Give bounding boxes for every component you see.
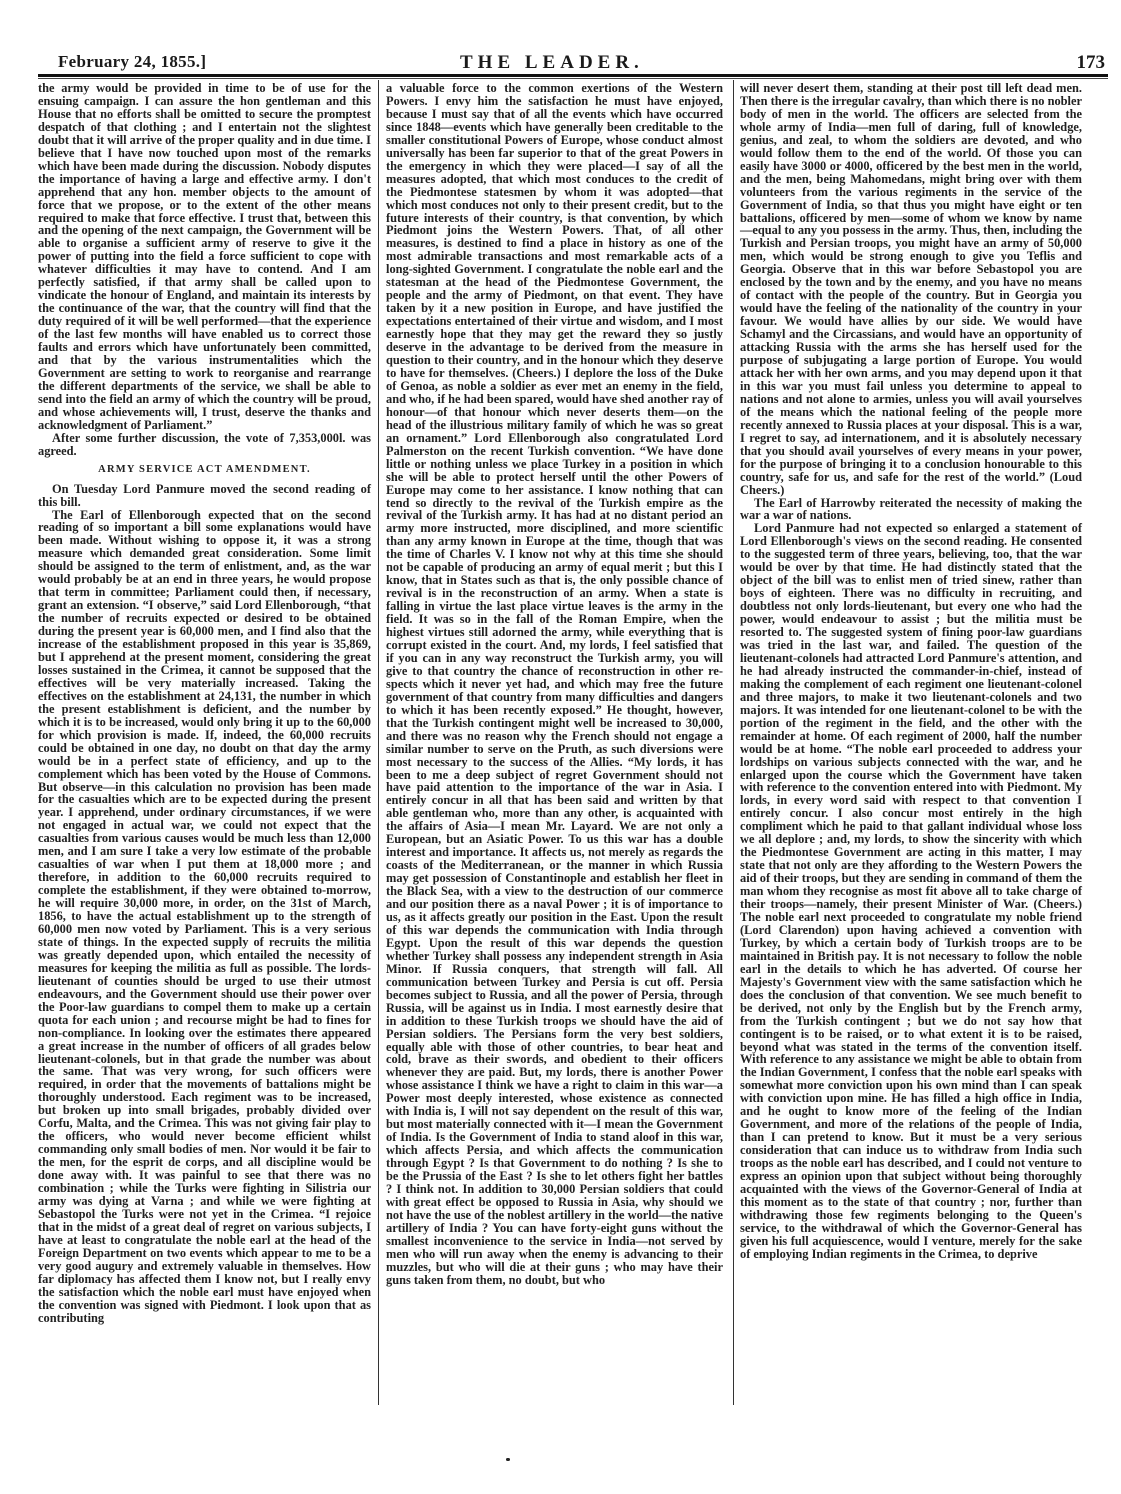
paragraph: The Earl of Harrowby reiterated the necessity of making the war a war of nations. [740,495,1082,523]
paragraph: will never desert them, standing at their post till left dead men. Then there is the irregular cavalry, than which there is no nobler body of men in the world. The officers are selected from the whole army of India—men full of daring, full of knowledge, genius, and zeal, to whom the soldiers are devoted, and who would follow them to the end of the world. Of those you can easily have 3000 or 4000, officered by the best men in the world, and the men, being Mahomedans, might bring over with them volunteers from the various regiments in the service of the Government of India, so that thus you might have eight or ten battalions, officered by men—some of whom we know by name—equal to any you possess in the army. Thus, then, including the Turkish and Persian troops, you might have an army of 50,000 men, which would be strong enough to give you Teflis and Georgia. Observe that in this war before Sebastopol you are enclosed by the town and by the enemy, and you have no means of contact with the people of the country. But in Georgia you would have the feeling of the nationality of the country in your favour. We would have allies by our side. We would have Schamyl and the Circassians, and would have an opportunity of attacking Russia with the arms she has herself used for the purpose of subjugating a large portion of Europe. You would attack her with her own arms, and you may depend upon it that in this war you must fail unless you determine to appeal to nations and not alone to armies, unless you will avail yourselves of the means which the national feeling of the people more recently annexed to Russia places at your disposal. This is a war, I regret to say, ad internationem, and it is absolutely necessary that you should avail yourselves of every means in your power, for the purpose of bringing it to a conclusion honourable to this country, safe for us, and safe for the rest of the world.” (Loud Cheers.) [740,81,1082,497]
section-heading: ARMY SERVICE ACT AMENDMENT. [98,463,311,475]
print-speck [506,1458,510,1461]
column-divider [733,80,734,1405]
paragraph: On Tuesday Lord Panmure moved the second reading of this bill. [38,481,371,509]
paragraph: The Earl of Ellenborough expected that on the second reading of so important a bill some explanations would have been made. Without wishing to oppose it, it was a strong measure which demanded great consideration. Some limit should be assigned to the term of enlistment, and, as the war would probably be at an end in three years, he would propose that term in committee; Parliament could then, if necessary, grant an extension. “I observe,” said Lord Ellenborough, “that the number of recruits expected or desired to be obtained during the present year is 60,000 men, and I find also that the increase of the establishment proposed in this year is 35,869, but I apprehend at the present moment, considering the great losses sustained in the Crimea, it cannot be supposed that the effectives will be very materially increased. Taking the effectives on the establishment at 24,131, the number in which the present establishment is deficient, and the number by which it is to be increased, would only bring it up to the 60,000 for which provision is made. If, indeed, the 60,000 recruits could be obtained in one day, no doubt on that day the army would be in a perfect state of efficiency, and up to the complement which has been voted by the House of Commons. But observe—in this calculation no provision has been made for the casualties which are to be expected during the present year. I apprehend, under ordinary circumstances, if we were not engaged in actual war, we could not expect that the casualties from various causes would be much less than 12,000 men, and I am sure I take a very low estimate of the probable casualties of war when I put them at 18,000 more ; and therefore, in addition to the 60,000 recruits required to complete the establishment, if they were obtained to-morrow, he will require 30,000 more, in order, on the 31st of March, 1856, to have the actual establishment up to the strength of 60,000 men now voted by Parliament. This is a very serious state of things. In the expected supply of recruits the militia was greatly depended upon, which entailed the necessity of measures for keeping the militia as full as possible. The lords-lieutenant of counties should be urged to use their utmost endeavours, and the Government should use their power over the Poor-law guardians to compel them to make up a certain quota for each union ; and recourse might be had to fines for non-compliance. In looking over the estimates there appeared a great increase in the number of officers of all grades below lieutenant-colonels, but in that grade the number was about the same. That was very wrong, for such officers were required, in order that the movements of battalions might be thoroughly understood. Each regiment was to be increased, but broken up into small brigades, probably divided over Corfu, Malta, and the Crimea. This was not giving fair play to the officers, who would never become efficient whilst commanding only small bodies of men. Nor would it be fair to the men, for the esprit de corps, and all discipline would be done away with. It was painful to see that there was no combination ; while the Turks were fighting in Silistria our army was dying at Varna ; and while we were fighting at Sebastopol the Turks were not yet in the Crimea. “I rejoice that in the midst of a great deal of regret on various subjects, I have at least to congratulate the noble earl at the head of the Foreign Department on two events which appear to me to be a very good augury and extremely valuable in themselves. How far diplomacy has affected them I know not, but I really envy the satisfaction which the noble earl must have enjoyed when the convention was signed with Piedmont. I look upon that as contributing [38,507,371,1325]
column-divider [378,80,379,1405]
issue-date: February 24, 1855.] [58,52,207,71]
page-number: 173 [1076,52,1105,73]
paragraph: Lord Panmure had not expected so enlarged a statement of Lord Ellenborough's views on the second reading. He consented to the suggested term of three years, believing, too, that the war would be over by that time. He had distinctly stated that the object of the bill was to enlist men of tried sinew, rather than boys of eighteen. There was no difficulty in recruiting, and doubtless not only lords-lieutenant, but every one who had the power, would endeavour to assist ; but the militia must be resorted to. The suggested system of fining poor-law guardians was tried in the last war, and failed. The question of the lieutenant-colonels had attracted Lord Panmure's attention, and he had already instructed the commander-in-chief, instead of making the complement of each regiment one lieutenant-colonel and three majors, to make it two lieutenant-colonels and two majors. It was intended for one lieutenant-colonel to be with the portion of the regiment in the field, and the other with the remainder at home. Of each regiment of 2000, half the number would be at home. “The noble earl proceeded to address your lordships on various subjects connected with the war, and he enlarged upon the course which the Government have taken with reference to the convention entered into with Piedmont. My lords, in every word said with respect to that convention I entirely concur. I also concur most entirely in the high compliment which he paid to that gallant individual whose loss we all deplore ; and, my lords, to show the sincerity with which the Piedmontese Government are acting in this matter, I may state that not only are they affording to the Western Powers the aid of their troops, but they are sending in command of them the man whom they recognise as most fit above all to take charge of their troops—namely, their present Minister of War. (Cheers.) The noble earl next proceeded to congratulate my noble friend (Lord Clarendon) upon having achieved a convention with Turkey, by which a certain body of Turkish troops are to be maintained in British pay. It is not necessary to follow the noble earl in the details to which he has adverted. Of course her Majesty's Government view with the same satisfaction which he does the conclusion of that convention. We see much benefit to be derived, not only by the English but by the French army, from the Turkish contingent ; but we do not say how that contingent is to be raised, or to what extent it is to be raised, beyond what was stated in the terms of the convention itself. With reference to any assistance we might be able to obtain from the Indian Government, I confess that the noble earl speaks with somewhat more conviction upon his own mind than I can speak with conviction upon mine. He has filled a high office in India, and he ought to know more of the feeling of the Indian Government, and more of the relations of the people of India, than I can pretend to know. But it must be a very serious consideration that can induce us to withdraw from India such troops as the noble earl has described, and I could not venture to express an opinion upon that subject without being thoroughly acquainted with the views of the Governor-General of India at this moment as to the state of that country ; nor, further than withdrawing those few regiments belonging to the Queen's service, to the withdrawal of which the Governor-General has given his full acquiescence, would I venture, merely for the sake of employing Indian regiments in the Crimea, to deprive [740,521,1082,1261]
masthead-rule [38,74,1108,79]
paragraph: a valuable force to the common exertions of the Western Powers. I envy him the satisfaction he must have enjoyed, because I must say that of all the events which have occurred since 1848—events which have generally been creditable to the smaller constitutional Powers of Europe, whose conduct almost universally has been far superior to that of the great Powers in the emergency in which they were placed—I say of all the measures adopted, that which most conduces to the credit of the Piedmontese statesmen by whom it was adopted—that which most conduces not only to their present credit, but to the future interests of their country, is that convention, by which Piedmont joins the Western Powers. That, of all other measures, is destined to find a place in history as one of the most admirable transactions and most remarkable acts of a long-sighted Government. I congratulate the noble earl and the statesman at the head of the Piedmontese Government, the people and the army of Piedmont, on that event. They have taken by it a new position in Europe, and have justified the expectations entertained of their virtue and wisdom, and I most earnestly hope that they may get the reward they so justly deserve in the advantage to be derived from the measure in question to their country, and in the honour which they deserve to have for themselves. (Cheers.) I deplore the loss of the Duke of Genoa, as noble a soldier as ever met an enemy in the field, and who, if he had been spared, would have shed another ray of honour—of that honour which never deserts them—on the head of the illustrious military family of which he was so great an ornament.” Lord Ellenborough also congratulated Lord Palmerston on the recent Turkish convention. “We have done little or nothing unless we place Turkey in a position in which she will be able to protect herself until the other Powers of Europe may come to her assistance. I know nothing that can tend so directly to the revival of the Turkish empire as the revival of the Turkish army. It has had at no distant period an army more instructed, more disciplined, and more scientific than any army known in Europe at the time, though that was the time of Charles V. I know not why at this time she should not be capable of producing an army of equal merit ; but this I know, that in States such as that is, the only possible chance of revival is in the reconstruction of an army. When a state is falling in virtue the last place virtue leaves is the army in the field. It was so in the fall of the Roman Empire, when the highest virtues still adorned the army, while everything that is corrupt existed in the court. And, my lords, I feel satisfied that if you can in any way reconstruct the Turkish army, you will give to that country the chance of reconstruction in other respects which it never yet had, and which may free the future government of that country from many difficulties and dangers to which it has been recently exposed.” He thought, however, that the Turkish contingent might well be increased to 30,000, and there was no reason why the French should not engage a similar number to serve on the Pruth, as such diversions were most necessary to the success of the Allies. “My lords, it has been to me a deep subject of regret Government should not have paid attention to the importance of the war in Asia. I entirely concur in all that has been said and written by that able gentleman who, more than any other, is acquainted with the affairs of Asia—I mean Mr. Layard. We are not only a European, but an Asiatic Power. To us this war has a double interest and importance. It affects us, not merely as regards the coasts of the Mediterranean, or the manner in which Russia may get possession of Constantinople and establish her fleet in the Black Sea, with a view to the destruction of our commerce and our position there as a naval Power ; it is of importance to us, as it affects greatly our position in the East. Upon the result of this war depends the communication with India through Egypt. Upon the result of this war depends the question whether Turkey shall possess any independent strength in Asia Minor. If Russia conquers, that strength will fall. All communication between Turkey and Persia is cut off. Persia becomes subject to Russia, and all the power of Persia, through Russia, will be against us in India. I most earnestly desire that in addition to these Turkish troops we should have the aid of Persian soldiers. The Persians form the very best soldiers, equally able with those of other countries, to bear heat and cold, brave as their swords, and obedient to their officers whenever they are paid. But, my lords, there is another Power whose assistance I think we have a right to claim in this war—a Power most deeply interested, whose existence as connected with India is, I will not say dependent on the result of this war, but most materially connected with it—I mean the Government of India. Is the Government of India to stand aloof in this war, which affects Persia, and which affects the communication through Egypt ? Is that Government to do nothing ? Is she to be the Prussia of the East ? Is she to let others fight her battles ? I think not. In addition to 30,000 Persian soldiers that could with great effect be opposed to Russia in Asia, why should we not have the use of the noblest artillery in the world—the native artillery of India ? You can have forty-eight guns without the smallest inconvenience to the service in India—not served by men who will run away when the enemy is advancing to their muzzles, but who will die at their guns ; who may have their guns taken from them, no doubt, but who [386,81,723,1287]
article-column-2 [386,82,723,1287]
article-column-3 [740,82,1082,1261]
newspaper-title: THE LEADER. [460,52,644,73]
paragraph: the army would be provided in time to be of use for the ensuing campaign. I can assure the hon gentleman and this House that no efforts shall be omitted to secure the promptest despatch of that clothing ; and I entertain not the slightest doubt that it will arrive of the proper quality and in due time. I believe that I have now touched upon most of the remarks which have been made during the discussion. Nobody disputes the importance of having a large and effective army. I don't apprehend that any hon. member objects to the amount of force that we propose, or to the extent of the other means required to make that force effective. I trust that, between this and the opening of the next campaign, the Government will be able to organise a sufficient army of reserve to give it the power of putting into the field a force sufficient to cope with whatever difficulties it may have to contend. And I am perfectly satisfied, if that army shall be called upon to vindicate the honour of England, and maintain its interests by the continuance of the war, that the country will find that the duty required of it will be well performed—that the experience of the last few months will have enabled us to correct those faults and errors which have unfortunately been committed, and that by the various instrumentalities which the Government are setting to work to reorganise and rearrange the different departments of the service, we shall be able to send into the field an army of which the country will be proud, and whose achievements will, I trust, deserve the thanks and acknowledgment of Parliament.” [38,81,371,432]
article-column-1 [38,82,371,1325]
paragraph: After some further discussion, the vote of 7,353,000l. was agreed. [38,430,371,458]
